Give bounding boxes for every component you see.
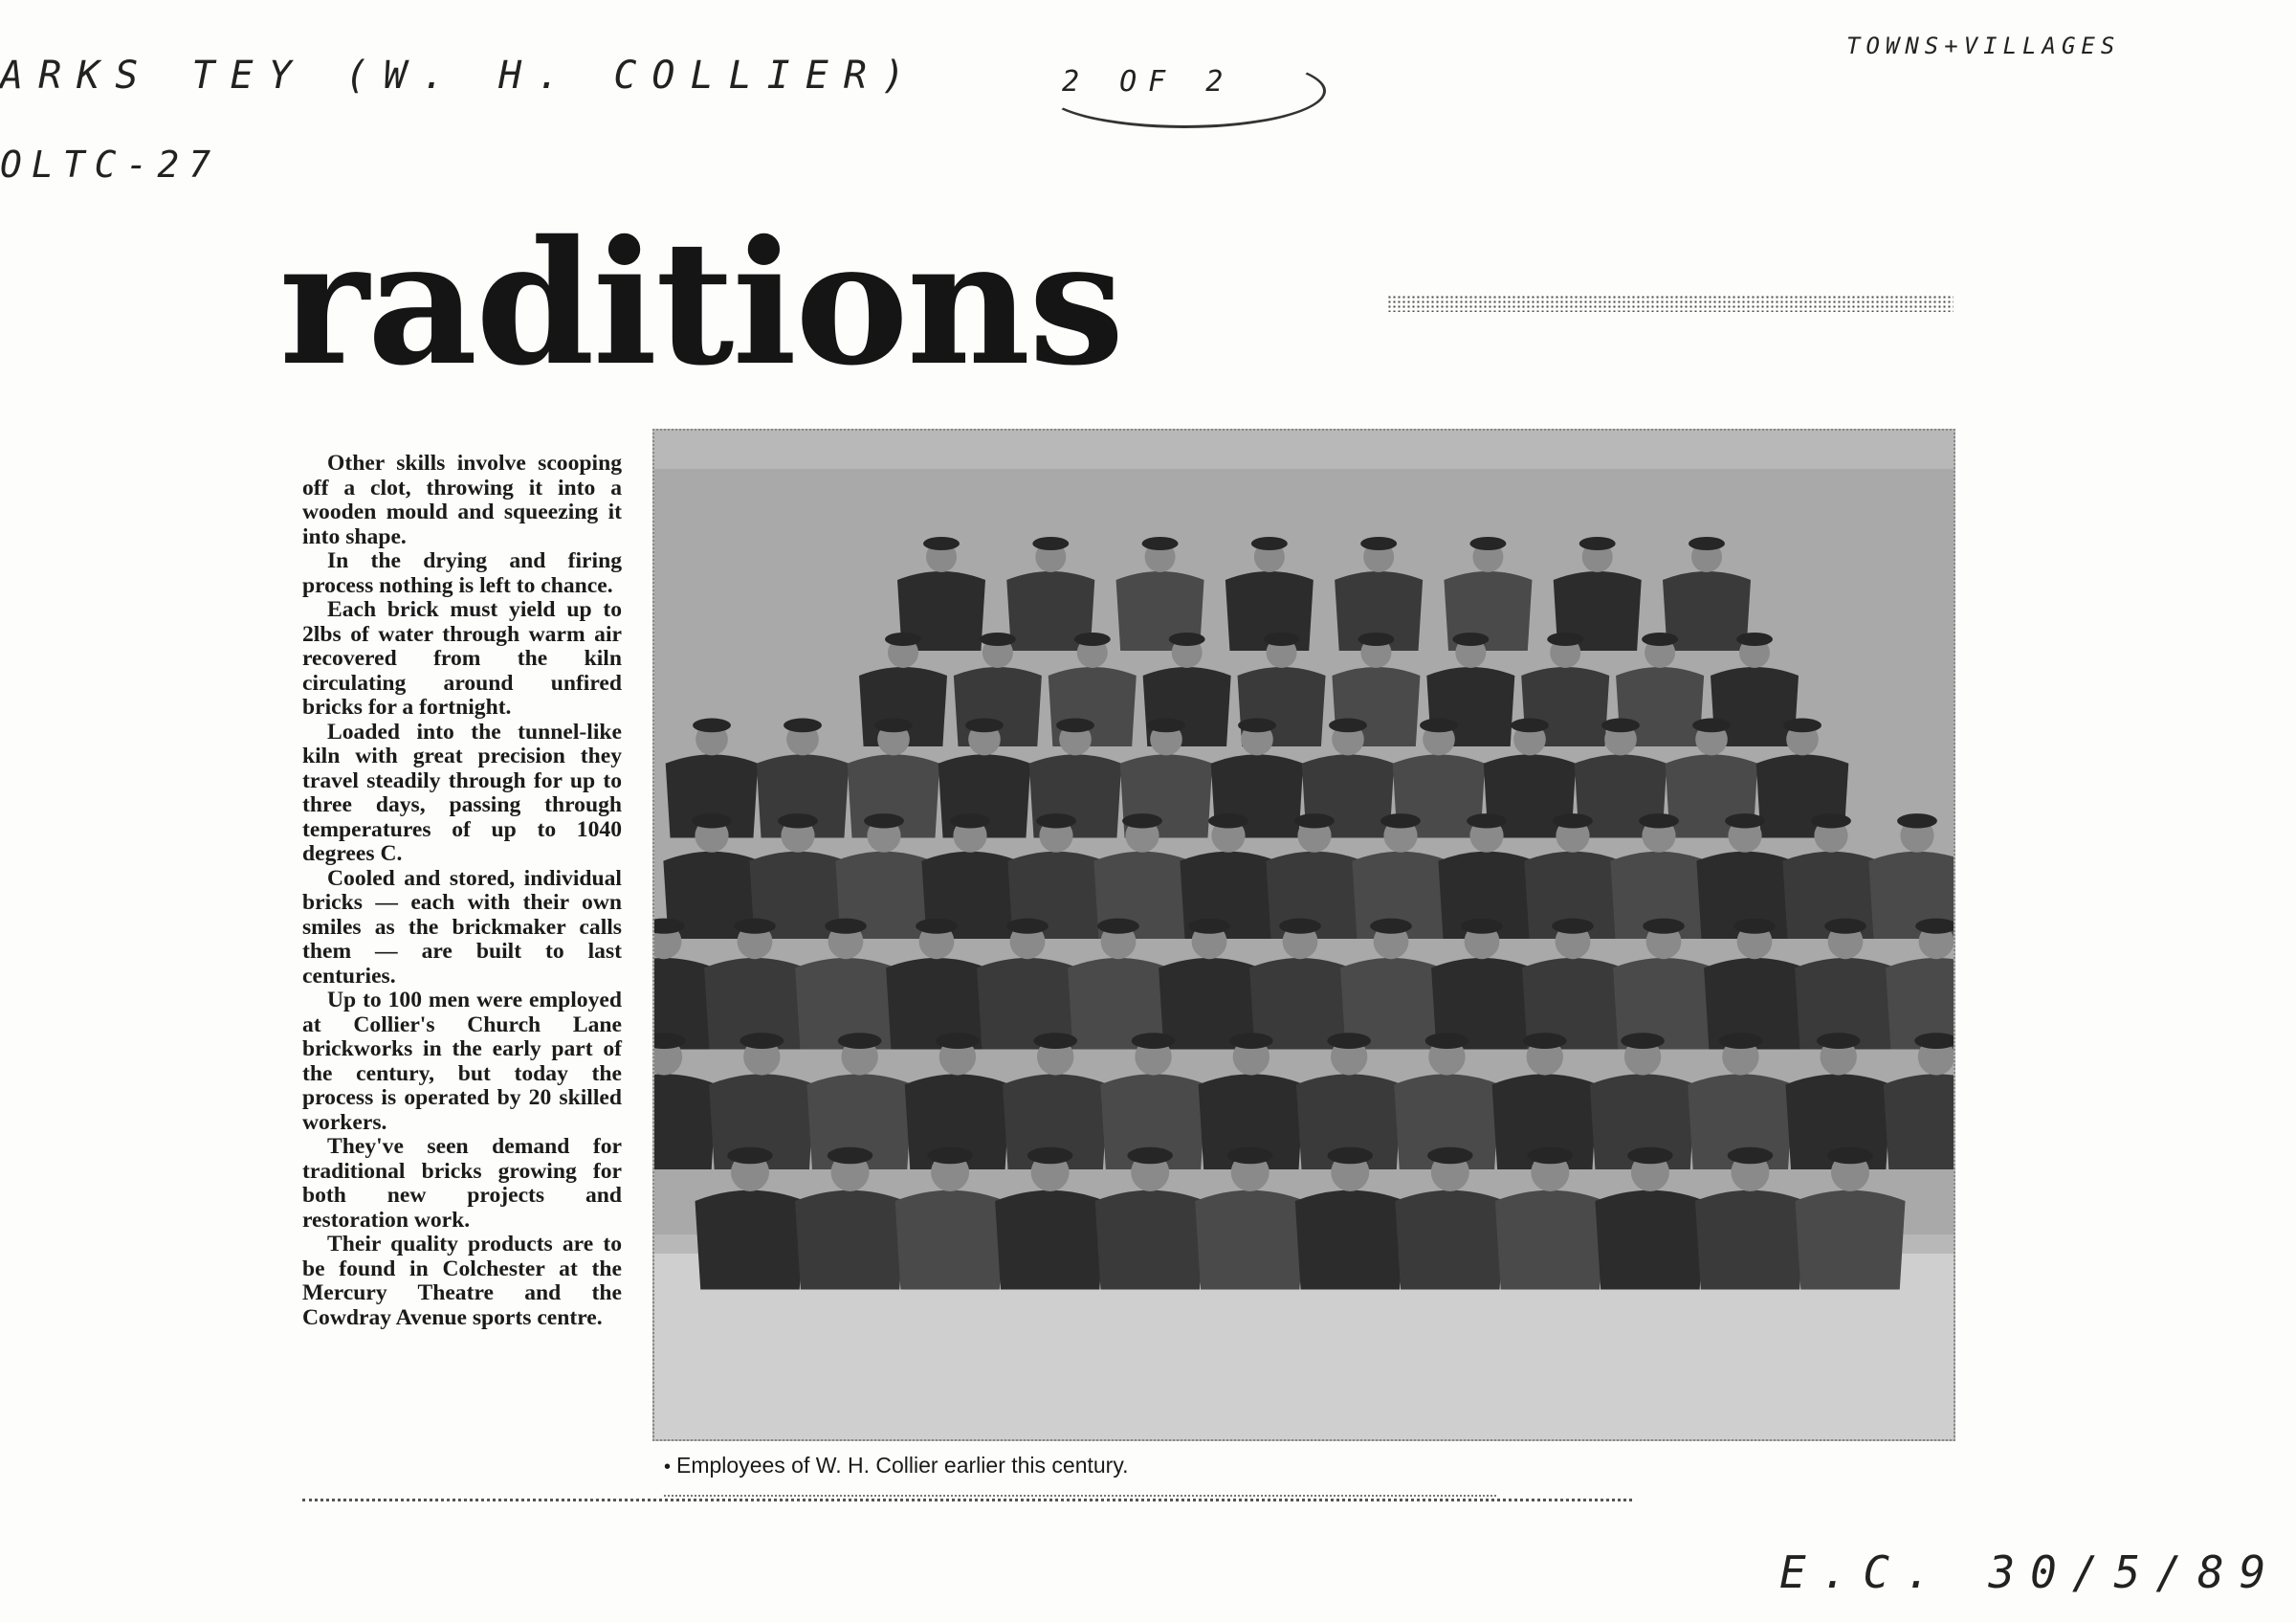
article-paragraph: Each brick must yield up to 2lbs of water through warm air recovered from the kiln circulating around unfired bricks for a fortnight. [302, 597, 622, 720]
caption-dotted-rule [664, 1495, 1496, 1497]
handwritten-reference-note: OLTC-27 [0, 144, 221, 186]
article-paragraph: Cooled and stored, individual bricks — each with their own smiles as the brickmaker calls them — are built to last centuries. [302, 865, 622, 989]
article-paragraph: In the drying and firing process nothing is left to chance. [302, 548, 622, 598]
article-paragraph: Other skills involve scooping off a clot, throwing it into a wooden mould and squeezing it into shape. [302, 451, 622, 549]
caption-text: Employees of W. H. Collier earlier this century. [676, 1453, 1129, 1478]
article-paragraph: Loaded into the tunnel-like kiln with great precision they travel steadily through for up to three days, passing through temperatures of up to 1040 degrees C. [302, 719, 622, 866]
article-body [302, 452, 622, 1330]
photo-caption [664, 1453, 1129, 1478]
article-paragraph: They've seen demand for traditional bricks growing for both new projects and restoration work. [302, 1134, 622, 1233]
caption-bullet-icon: • [664, 1456, 672, 1478]
photo-image [654, 431, 1954, 1439]
group-photograph [652, 429, 1955, 1441]
handwritten-date-note: E.C. 30/5/89 [1779, 1546, 2282, 1598]
article-headline: raditions [279, 203, 1123, 403]
handwritten-part-note: 2 OF 2 [1062, 65, 1235, 99]
handwritten-category-note: TOWNS+VILLAGES [1846, 33, 2121, 59]
article-paragraph: Their quality products are to be found in Colchester at the Mercury Theatre and the Cowdray Avenue sports centre. [302, 1232, 622, 1330]
handwritten-title-note: ARKS TEY (W. H. COLLIER) [0, 54, 920, 98]
bottom-dotted-rule [302, 1499, 1632, 1501]
headline-dotted-rule [1387, 295, 1954, 312]
article-paragraph: Up to 100 men were employed at Collier's Church Lane brickworks in the early part of the century, but today the process is operated by 20 skilled workers. [302, 988, 622, 1135]
